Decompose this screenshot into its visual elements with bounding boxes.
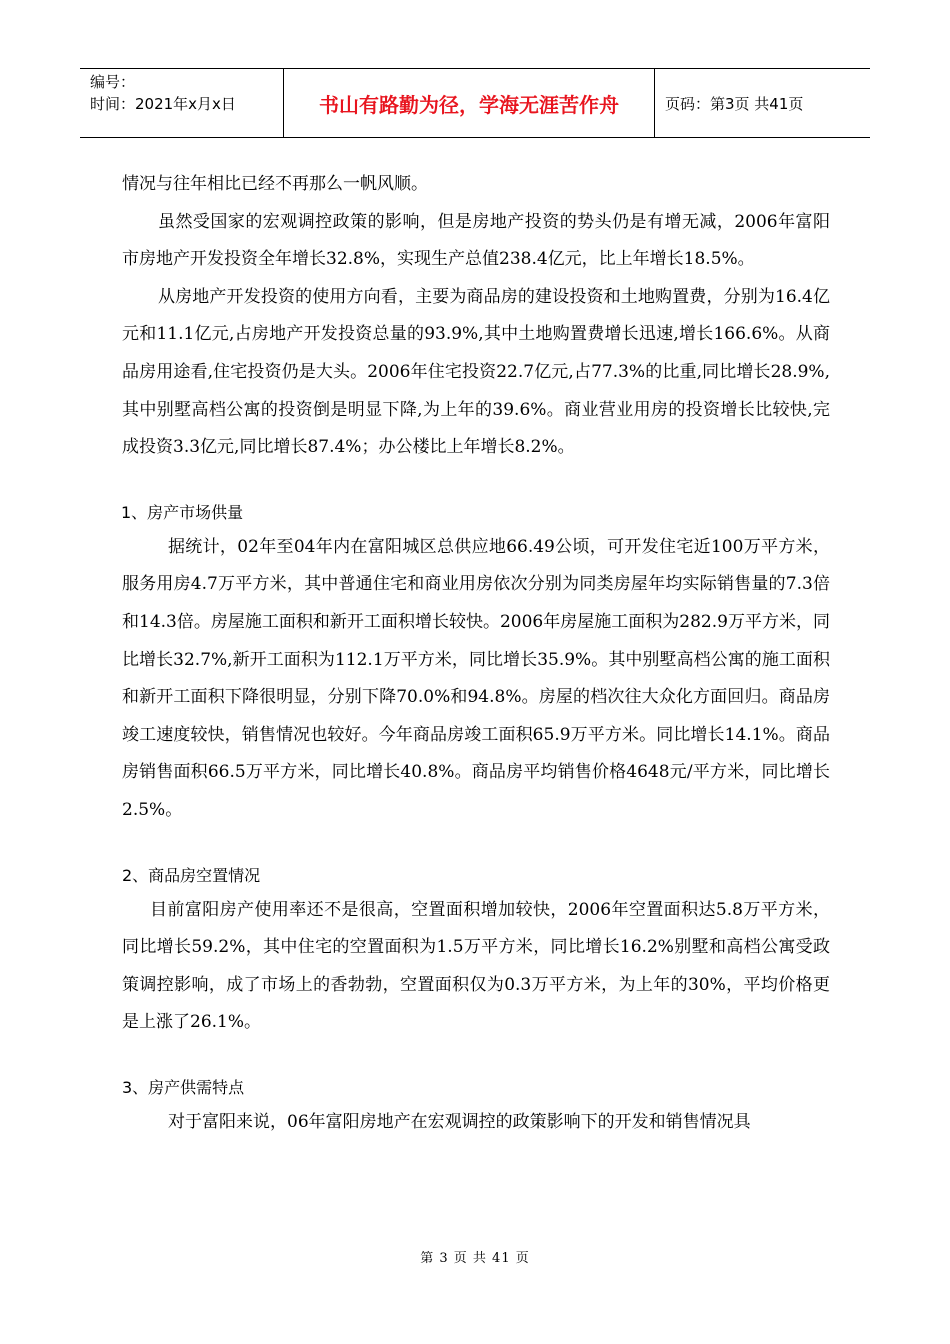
document-body [122, 166, 830, 1141]
paragraph-investment: 虽然受国家的宏观调控政策的影响，但是房地产投资的势头仍是有增无减，2006年富阳市房地产开发投资全年增长32.8%，实现生产总值238.4亿元，比上年增长18.5%。 [122, 211, 830, 270]
section-heading-vacancy: 2、商品房空置情况 [122, 865, 261, 885]
document-time-label: 时间：2021年x月x日 [90, 95, 236, 113]
paragraph-supply: 据统计，02年至04年内在富阳城区总供应地66.49公顷，可开发住宅近100万平方米，服务用房4.7万平方米，其中普通住宅和商业用房依次分别为同类房屋年均实际销售量的7.3倍和14.3倍。房屋施工面积和新开工面积增长较快。2006年房屋施工面积为282.9万平方米，同比增长32.7%,新开工面积为112.1万平方米，同比增长35.9%。其中别墅高档公寓的施工面积和新开工面积下降很明显，分别下降70.0%和94.8%。房屋的档次往大众化方面回归。商品房竣工速度较快，销售情况也较好。今年商品房竣工面积65.9万平方米。同比增长14.1%。商品房销售面积66.5万平方米，同比增长40.8%。商品房平均销售价格4648元/平方米，同比增长2.5%。 [122, 536, 830, 820]
page-footer: 第 3 页 共 41 页 [420, 1251, 530, 1266]
header-meta [80, 69, 283, 137]
paragraph-features: 对于富阳来说，06年富阳房地产在宏观调控的政策影响下的开发和销售情况具 [168, 1111, 751, 1132]
page-header [80, 68, 870, 138]
paragraph-vacancy: 目前富阳房产使用率还不是很高，空置面积增加较快，2006年空置面积达5.8万平方米，同比增长59.2%，其中住宅的空置面积为1.5万平方米，同比增长16.2%别墅和高档公寓受政策调控影响，成了市场上的香勃勃，空置面积仅为0.3万平方米，为上年的30%，平均价格更是上涨了26.1%。 [122, 899, 830, 1033]
paragraph-continuation: 情况与往年相比已经不再那么一帆风顺。 [122, 174, 428, 194]
header-page-info: 页码：第3页 共41页 [665, 94, 804, 113]
header-motto: 书山有路勤为径，学海无涯苦作舟 [283, 69, 655, 137]
section-heading-features: 3、房产供需特点 [122, 1077, 245, 1097]
document-number-label: 编号： [90, 73, 136, 91]
section-heading-supply: 1、房产市场供量 [121, 502, 244, 522]
paragraph-investment-direction: 从房地产开发投资的使用方向看，主要为商品房的建设投资和土地购置费，分别为16.4亿元和11.1亿元,占房地产开发投资总量的93.9%,其中土地购置费增长迅速,增长166.6%。从商品房用途看,住宅投资仍是大头。2006年住宅投资22.7亿元,占77.3%的比重,同比增长28.9%,其中别墅高档公寓的投资倒是明显下降,为上年的39.6%。商业营业用房的投资增长比较快,完成投资3.3亿元,同比增长87.4%；办公楼比上年增长8.2%。 [122, 286, 830, 458]
